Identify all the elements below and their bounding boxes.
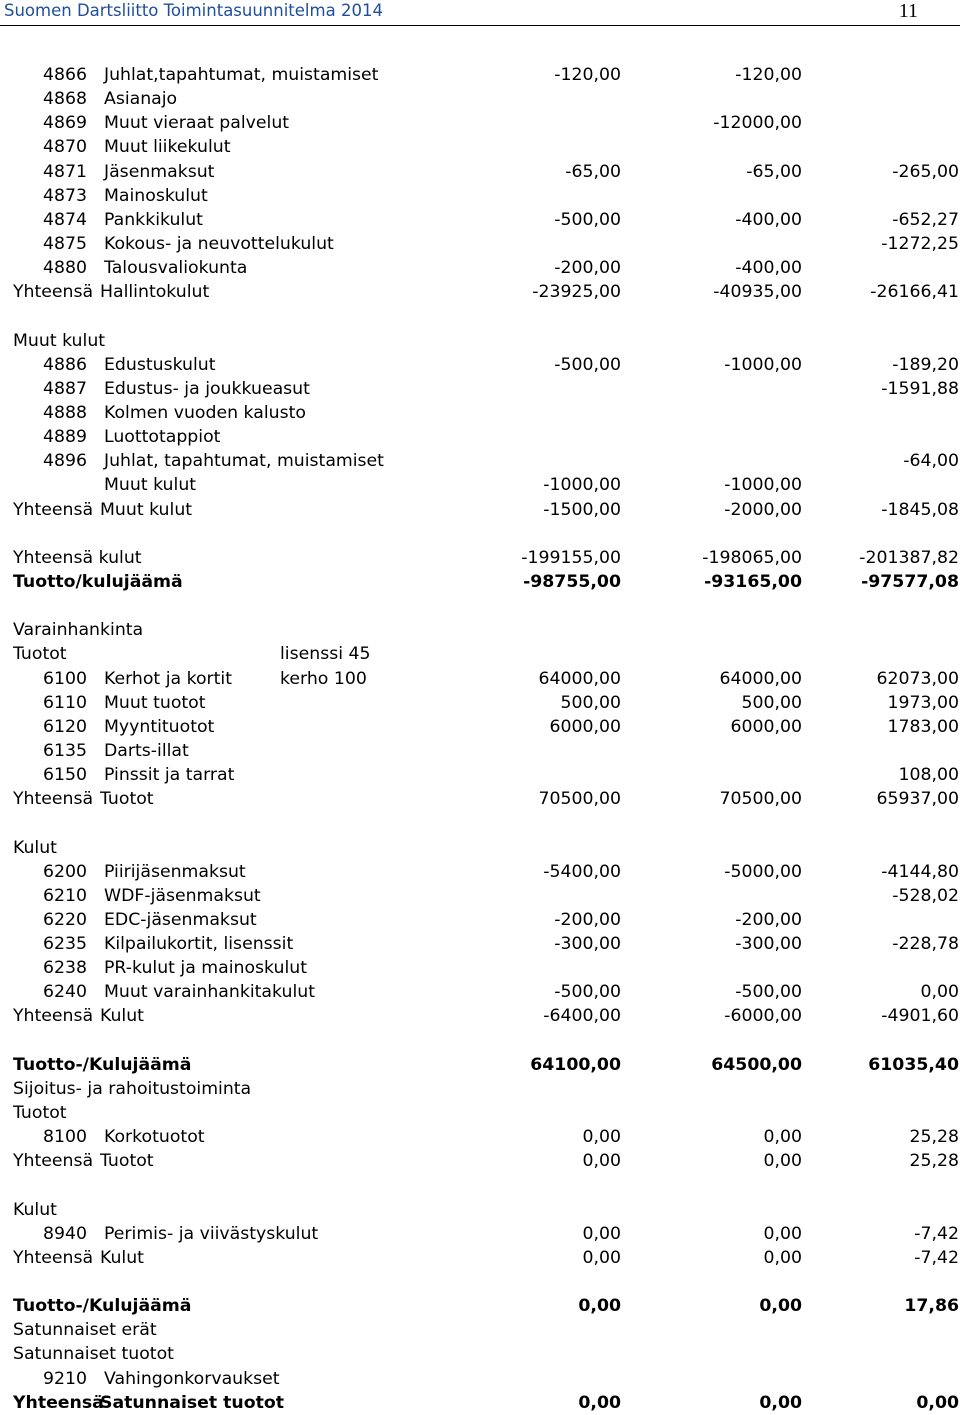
- account-code: 4896: [43, 451, 87, 472]
- table-row: [0, 1004, 960, 1028]
- table-row: [0, 87, 960, 111]
- actual-2012-value: -7,42: [914, 1223, 959, 1244]
- section-label: Sijoitus- ja rahoitustoiminta: [13, 1078, 252, 1099]
- budget-2014-value: 500,00: [560, 692, 621, 713]
- actual-2012-value: -1272,25: [881, 233, 959, 254]
- table-row: [0, 787, 960, 811]
- budget-2013-value: 0,00: [763, 1151, 802, 1172]
- account-code: 4866: [43, 65, 87, 85]
- account-name: Satunnaiset tuotot: [100, 1392, 284, 1413]
- row-prefix: Yhteensä: [13, 1392, 104, 1413]
- account-code: 4889: [43, 427, 87, 448]
- table-row: [0, 1391, 960, 1415]
- budget-2014-value: 0,00: [582, 1127, 621, 1148]
- section-label: Satunnaiset erät: [13, 1320, 157, 1341]
- table-row: [0, 1246, 960, 1270]
- table-row: [0, 498, 960, 522]
- row-note: lisenssi 45: [280, 644, 371, 665]
- account-code: 4868: [43, 89, 87, 110]
- budget-2013-value: -1000,00: [724, 354, 802, 375]
- account-name: EDC-jäsenmaksut: [104, 909, 257, 930]
- document-title: Suomen Dartsliitto Toimintasuunnitelma 2014: [4, 1, 383, 20]
- actual-2012-value: -189,20: [892, 354, 959, 375]
- budget-2014-value: -5400,00: [543, 861, 621, 882]
- budget-2013-value: -120,00: [735, 65, 802, 85]
- page-number: 11: [898, 0, 918, 22]
- table-row: [0, 184, 960, 208]
- row-prefix: Yhteensä: [13, 499, 94, 520]
- table-row: [0, 956, 960, 980]
- budget-2013-value: 0,00: [763, 1223, 802, 1244]
- account-code: 8100: [43, 1127, 87, 1148]
- account-name: Kulut: [100, 1247, 144, 1268]
- budget-2013-value: -2000,00: [724, 499, 802, 520]
- account-code: 4874: [43, 209, 87, 230]
- actual-2012-value: 25,28: [909, 1151, 959, 1172]
- table-row: [0, 932, 960, 956]
- table-row: [0, 715, 960, 739]
- account-name: PR-kulut ja mainoskulut: [104, 958, 308, 979]
- budget-2014-value: -500,00: [554, 982, 621, 1003]
- actual-2012-value: -4144,80: [881, 861, 959, 882]
- table-row: [0, 860, 960, 884]
- table-row: [0, 353, 960, 377]
- table-row: [0, 1101, 960, 1125]
- budget-2014-value: -200,00: [554, 258, 621, 279]
- budget-2013-value: 70500,00: [719, 789, 802, 810]
- account-name: Asianajo: [104, 89, 178, 110]
- section-label: Tuotto-/Kulujäämä: [13, 1296, 192, 1317]
- budget-2014-value: 70500,00: [538, 789, 621, 810]
- account-code: 6200: [43, 861, 87, 882]
- table-row: [0, 884, 960, 908]
- table-row: [0, 642, 960, 666]
- budget-2014-value: -6400,00: [543, 1006, 621, 1027]
- account-code: 6100: [43, 668, 87, 689]
- section-label: Kulut: [13, 1199, 57, 1220]
- actual-2012-value: 0,00: [920, 982, 959, 1003]
- actual-2012-value: -652,27: [892, 209, 959, 230]
- actual-2012-value: 65937,00: [876, 789, 959, 810]
- account-name: Tuotot: [100, 1151, 154, 1172]
- table-row: [0, 739, 960, 763]
- account-name: Myyntituotot: [104, 716, 215, 737]
- page-header: [0, 0, 960, 24]
- table-row: [0, 980, 960, 1004]
- budget-2013-value: 500,00: [741, 692, 802, 713]
- table-row: [0, 256, 960, 280]
- table-row: [0, 401, 960, 425]
- table-row: [0, 425, 960, 449]
- table-row: [0, 1053, 960, 1077]
- account-code: 8940: [43, 1223, 87, 1244]
- budget-2014-value: 6000,00: [549, 716, 621, 737]
- account-name: Muut kulut: [100, 499, 193, 520]
- account-name: Luottotappiot: [104, 427, 221, 448]
- budget-2013-value: -1000,00: [724, 475, 802, 496]
- budget-2013-value: -65,00: [746, 161, 802, 182]
- section-label: Tuotot: [13, 644, 67, 665]
- spacer-row: [0, 522, 960, 546]
- account-name: Muut vieraat palvelut: [104, 113, 290, 134]
- budget-2014-value: 0,00: [578, 1296, 621, 1317]
- account-code: 6150: [43, 765, 87, 786]
- budget-2013-value: 64000,00: [719, 668, 802, 689]
- table-row: [0, 329, 960, 353]
- row-prefix: Yhteensä: [13, 1151, 94, 1172]
- budget-2013-value: 0,00: [759, 1392, 802, 1413]
- budget-2014-value: -500,00: [554, 209, 621, 230]
- actual-2012-value: 108,00: [898, 765, 959, 786]
- account-name: Tuotot: [100, 789, 154, 810]
- account-code: 6238: [43, 958, 87, 979]
- account-name: WDF-jäsenmaksut: [104, 885, 261, 906]
- budget-2013-value: -500,00: [735, 982, 802, 1003]
- account-name: Edustus- ja joukkueasut: [104, 378, 310, 399]
- table-row: [0, 836, 960, 860]
- account-name: Muut kulut: [104, 475, 197, 496]
- actual-2012-value: 61035,40: [868, 1054, 959, 1075]
- table-row: [0, 546, 960, 570]
- budget-2013-value: -400,00: [735, 258, 802, 279]
- table-row: [0, 135, 960, 159]
- actual-2012-value: -528,02: [892, 885, 959, 906]
- budget-2014-value: 0,00: [582, 1247, 621, 1268]
- budget-2013-value: -6000,00: [724, 1006, 802, 1027]
- account-code: 6235: [43, 934, 87, 955]
- account-code: 4886: [43, 354, 87, 375]
- row-note: kerho 100: [280, 668, 367, 689]
- actual-2012-value: 25,28: [909, 1127, 959, 1148]
- section-label: Tuotto-/Kulujäämä: [13, 1054, 192, 1075]
- account-name: Korkotuotot: [104, 1127, 205, 1148]
- header-divider: [0, 25, 960, 26]
- table-row: [0, 763, 960, 787]
- budget-2013-value: -300,00: [735, 934, 802, 955]
- actual-2012-value: 0,00: [916, 1392, 959, 1413]
- table-row: [0, 280, 960, 304]
- table-row: [0, 208, 960, 232]
- section-label: Tuotot: [13, 1103, 67, 1124]
- budget-2014-value: -300,00: [554, 934, 621, 955]
- account-name: Kulut: [100, 1006, 144, 1027]
- table-row: [0, 1077, 960, 1101]
- table-row: [0, 232, 960, 256]
- budget-2014-value: -1000,00: [543, 475, 621, 496]
- budget-2013-value: 0,00: [759, 1296, 802, 1317]
- account-name: Juhlat,tapahtumat, muistamiset: [104, 65, 379, 85]
- account-name: Kilpailukortit, lisenssit: [104, 934, 294, 955]
- budget-2013-value: -12000,00: [713, 113, 802, 134]
- actual-2012-value: -265,00: [892, 161, 959, 182]
- account-code: 4873: [43, 185, 87, 206]
- spacer-row: [0, 1173, 960, 1197]
- account-code: 6240: [43, 982, 87, 1003]
- row-prefix: Yhteensä: [13, 282, 94, 303]
- actual-2012-value: -26166,41: [870, 282, 959, 303]
- actual-2012-value: -7,42: [914, 1247, 959, 1268]
- actual-2012-value: -1845,08: [881, 499, 959, 520]
- account-name: Kerhot ja kortit: [104, 668, 233, 689]
- account-name: Talousvaliokunta: [104, 258, 248, 279]
- table-row: [0, 667, 960, 691]
- account-code: 6220: [43, 909, 87, 930]
- budget-2013-value: 64500,00: [711, 1054, 802, 1075]
- table-row: [0, 570, 960, 594]
- account-name: Muut varainhankitakulut: [104, 982, 315, 1003]
- section-label: Satunnaiset tuotot: [13, 1344, 174, 1365]
- table-row: [0, 1149, 960, 1173]
- table-row: [0, 63, 960, 87]
- account-name: Pankkikulut: [104, 209, 203, 230]
- budget-2014-value: 0,00: [578, 1392, 621, 1413]
- actual-2012-value: -64,00: [903, 451, 959, 472]
- account-code: 4888: [43, 402, 87, 423]
- table-row: [0, 1222, 960, 1246]
- account-name: Muut tuotot: [104, 692, 206, 713]
- budget-2013-value: 6000,00: [730, 716, 802, 737]
- budget-2014-value: 64000,00: [538, 668, 621, 689]
- table-row: [0, 1294, 960, 1318]
- budget-2013-value: 0,00: [763, 1127, 802, 1148]
- account-code: 6210: [43, 885, 87, 906]
- actual-2012-value: 62073,00: [876, 668, 959, 689]
- actual-2012-value: 1973,00: [887, 692, 959, 713]
- row-prefix: Yhteensä: [13, 1247, 94, 1268]
- account-code: 6110: [43, 692, 87, 713]
- budget-table: [0, 63, 960, 1415]
- table-row: [0, 1125, 960, 1149]
- spacer-row: [0, 1029, 960, 1053]
- table-row: [0, 160, 960, 184]
- table-row: [0, 1198, 960, 1222]
- account-name: Jäsenmaksut: [104, 161, 215, 182]
- account-name: Edustuskulut: [104, 354, 216, 375]
- budget-2013-value: -5000,00: [724, 861, 802, 882]
- budget-2014-value: -500,00: [554, 354, 621, 375]
- spacer-row: [0, 1270, 960, 1294]
- actual-2012-value: -201387,82: [859, 547, 959, 568]
- table-row: [0, 449, 960, 473]
- budget-2013-value: -93165,00: [704, 571, 802, 592]
- section-label: Kulut: [13, 837, 57, 858]
- section-label: Varainhankinta: [13, 620, 144, 641]
- budget-2014-value: -120,00: [554, 65, 621, 85]
- actual-2012-value: -4901,60: [881, 1006, 959, 1027]
- account-code: 4880: [43, 258, 87, 279]
- account-name: Piirijäsenmaksut: [104, 861, 246, 882]
- actual-2012-value: 1783,00: [887, 716, 959, 737]
- budget-2013-value: -40935,00: [713, 282, 802, 303]
- account-code: 4887: [43, 378, 87, 399]
- spacer-row: [0, 594, 960, 618]
- account-name: Juhlat, tapahtumat, muistamiset: [104, 451, 384, 472]
- account-code: 4869: [43, 113, 87, 134]
- budget-2014-value: -1500,00: [543, 499, 621, 520]
- budget-2014-value: -200,00: [554, 909, 621, 930]
- table-row: [0, 908, 960, 932]
- account-code: 4870: [43, 137, 87, 158]
- table-row: [0, 377, 960, 401]
- account-name: Kolmen vuoden kalusto: [104, 402, 306, 423]
- budget-2014-value: 0,00: [582, 1223, 621, 1244]
- account-name: Muut liikekulut: [104, 137, 231, 158]
- actual-2012-value: 17,86: [904, 1296, 959, 1317]
- table-row: [0, 618, 960, 642]
- account-name: Hallintokulut: [100, 282, 210, 303]
- account-code: 6135: [43, 740, 87, 761]
- account-name: Mainoskulut: [104, 185, 208, 206]
- budget-2014-value: -65,00: [565, 161, 621, 182]
- section-label: Muut kulut: [13, 330, 106, 351]
- table-row: [0, 473, 960, 497]
- row-prefix: Yhteensä: [13, 1006, 94, 1027]
- section-label: Yhteensä kulut: [13, 547, 142, 568]
- spacer-row: [0, 811, 960, 835]
- account-name: Vahingonkorvaukset: [104, 1368, 280, 1389]
- row-prefix: Yhteensä: [13, 789, 94, 810]
- account-name: Darts-illat: [104, 740, 189, 761]
- account-code: 4875: [43, 233, 87, 254]
- account-code: 9210: [43, 1368, 87, 1389]
- account-name: Perimis- ja viivästyskulut: [104, 1223, 319, 1244]
- account-name: Pinssit ja tarrat: [104, 765, 235, 786]
- budget-2014-value: -23925,00: [532, 282, 621, 303]
- table-row: [0, 111, 960, 135]
- table-row: [0, 1342, 960, 1366]
- spacer-row: [0, 304, 960, 328]
- budget-2013-value: -400,00: [735, 209, 802, 230]
- table-row: [0, 691, 960, 715]
- budget-2013-value: 0,00: [763, 1247, 802, 1268]
- section-label: Tuotto/kulujäämä: [13, 571, 183, 592]
- budget-2013-value: -200,00: [735, 909, 802, 930]
- budget-2014-value: -98755,00: [523, 571, 621, 592]
- budget-2014-value: -199155,00: [521, 547, 621, 568]
- actual-2012-value: -97577,08: [861, 571, 959, 592]
- budget-2014-value: 0,00: [582, 1151, 621, 1172]
- account-code: 4871: [43, 161, 87, 182]
- actual-2012-value: -228,78: [892, 934, 959, 955]
- account-name: Kokous- ja neuvottelukulut: [104, 233, 334, 254]
- budget-2014-value: 64100,00: [530, 1054, 621, 1075]
- actual-2012-value: -1591,88: [881, 378, 959, 399]
- table-row: [0, 1318, 960, 1342]
- table-row: [0, 1367, 960, 1391]
- budget-2013-value: -198065,00: [702, 547, 802, 568]
- account-code: 6120: [43, 716, 87, 737]
